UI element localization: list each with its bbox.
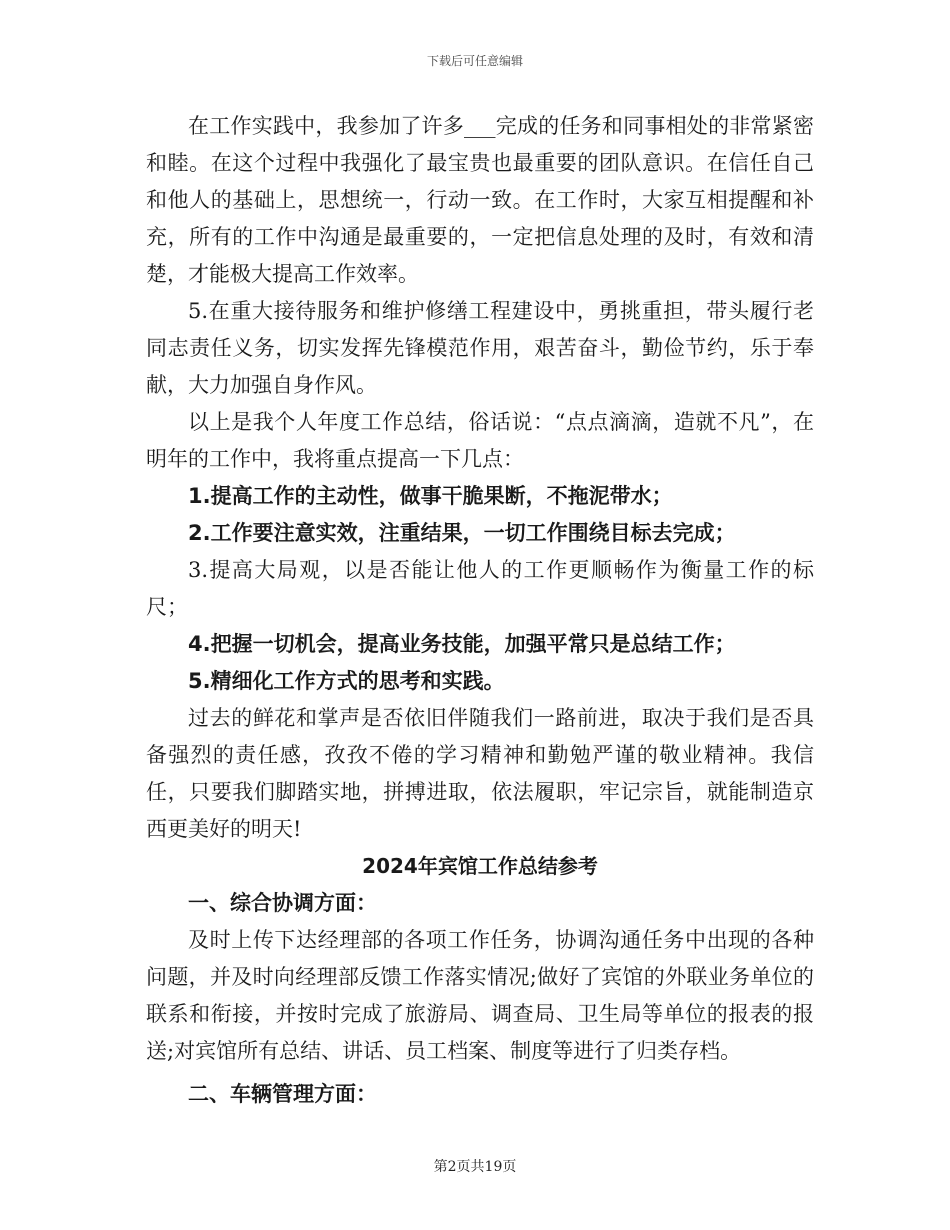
paragraph-summary-intro: 以上是我个人年度工作总结，俗话说：“点点滴滴，造就不凡”，在明年的工作中，我将重点提高一下几点： — [146, 410, 814, 471]
plan-item-1: 1.提高工作的主动性，做事干脆果断，不拖泥带水； — [188, 484, 673, 508]
section-heading-vehicles: 二、车辆管理方面： — [188, 1082, 377, 1106]
paragraph-coordination: 及时上传下达经理部的各项工作任务，协调沟通任务中出现的各种问题，并及时向经理部反馈工作落实情况;做好了宾馆的外联业务单位的联系和衔接，并按时完成了旅游局、调查局、卫生局等单位的报表的报送;对宾馆所有总结、讲话、员工档案、制度等进行了归类存档。 — [146, 928, 814, 1063]
section-title: 2024年宾馆工作总结参考 — [362, 854, 598, 878]
plan-item-2: 2.工作要注意实效，注重结果，一切工作围绕目标去完成； — [188, 521, 736, 545]
paragraph-closing: 过去的鲜花和掌声是否依旧伴随我们一路前进，取决于我们是否具备强烈的责任感，孜孜不倦的学习精神和勤勉严谨的敬业精神。我信任，只要我们脚踏实地，拼搏进取，依法履职，牢记宗旨，就能制造京西更美好的明天! — [146, 706, 814, 841]
section-heading-coordination: 一、综合协调方面： — [188, 891, 377, 915]
plan-item-3: 3.提高大局观，以是否能让他人的工作更顺畅作为衡量工作的标尺； — [146, 558, 814, 619]
page-header: 下载后可任意编辑 — [426, 54, 523, 68]
paragraph-teamwork: 在工作实践中，我参加了许多___完成的任务和同事相处的非常紧密和睦。在这个过程中我强化了最宝贵也最重要的团队意识。在信任自己和他人的基础上，思想统一，行动一致。在工作时，大家互相提醒和补充，所有的工作中沟通是最重要的，一定把信息处理的及时，有效和清楚，才能极大提高工作效率。 — [146, 114, 814, 286]
page-footer: 第2页共19页 — [433, 1159, 517, 1175]
plan-item-5: 5.精细化工作方式的思考和实践。 — [188, 669, 505, 693]
plan-item-4: 4.把握一切机会，提高业务技能，加强平常只是总结工作； — [188, 632, 736, 656]
paragraph-item-5: 5.在重大接待服务和维护修缮工程建设中，勇挑重担，带头履行老同志责任义务，切实发挥先锋模范作用，艰苦奋斗，勤俭节约，乐于奉献，大力加强自身作风。 — [146, 299, 814, 397]
document-body — [146, 108, 814, 1113]
